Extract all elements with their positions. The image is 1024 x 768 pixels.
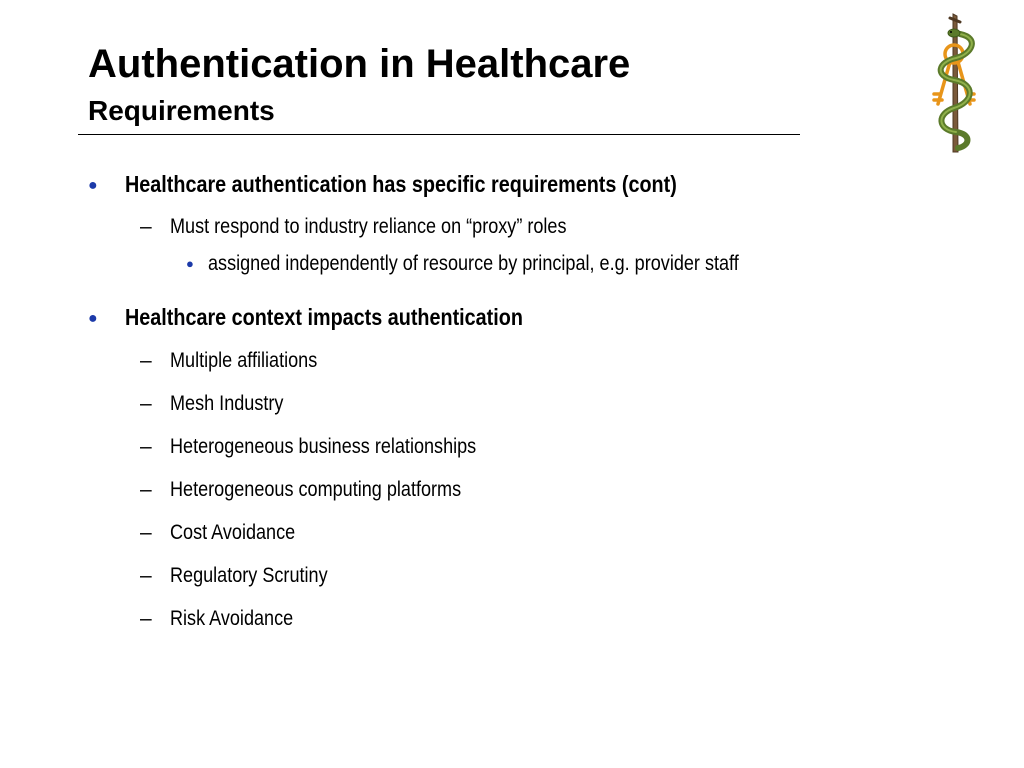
dash-icon: – [140, 392, 152, 415]
title-divider [78, 134, 800, 135]
sub-bullet-text: Regulatory Scrutiny [170, 564, 328, 587]
bullet-text: Healthcare context impacts authentication [125, 304, 523, 330]
sub-bullet-text: Multiple affiliations [170, 349, 318, 372]
bullet-section-2 [88, 303, 588, 333]
sub-bullet-text: Cost Avoidance [170, 521, 296, 544]
slide-subtitle: Requirements [88, 95, 275, 126]
bullet-dot-icon: ● [88, 310, 98, 327]
sub-bullet-text: Heterogeneous business relationships [170, 435, 477, 458]
sub-sub-bullet [186, 251, 825, 277]
sub-bullet-text: Must respond to industry reliance on “proxy” roles [170, 215, 567, 238]
sub-bullet-text: Heterogeneous computing platforms [170, 478, 462, 501]
sub-bullet [140, 606, 313, 632]
dash-icon: – [140, 521, 152, 544]
slide-title: Authentication in Healthcare [88, 42, 631, 86]
dash-icon: – [140, 349, 152, 372]
bullet-text: Healthcare authentication has specific requirements (cont) [125, 171, 677, 197]
sub-bullet [140, 348, 341, 374]
sub-bullet [140, 214, 631, 240]
sub-bullet [140, 520, 316, 546]
bullet-dot-icon: ● [186, 256, 194, 271]
caduceus-logo-icon [920, 12, 984, 154]
bullet-dot-icon: ● [88, 177, 98, 194]
dash-icon: – [140, 564, 152, 587]
sub-sub-bullet-text: assigned independently of resource by principal, e.g. provider staff [208, 252, 739, 275]
sub-bullet-text: Risk Avoidance [170, 607, 294, 630]
sub-bullet [140, 391, 302, 417]
bullet-section-1 [88, 170, 767, 200]
dash-icon: – [140, 478, 152, 501]
sub-bullet-text: Mesh Industry [170, 392, 284, 415]
dash-icon: – [140, 607, 152, 630]
sub-bullet [140, 434, 526, 460]
dash-icon: – [140, 435, 152, 458]
sub-bullet [140, 563, 353, 589]
sub-bullet [140, 477, 509, 503]
dash-icon: – [140, 215, 152, 238]
